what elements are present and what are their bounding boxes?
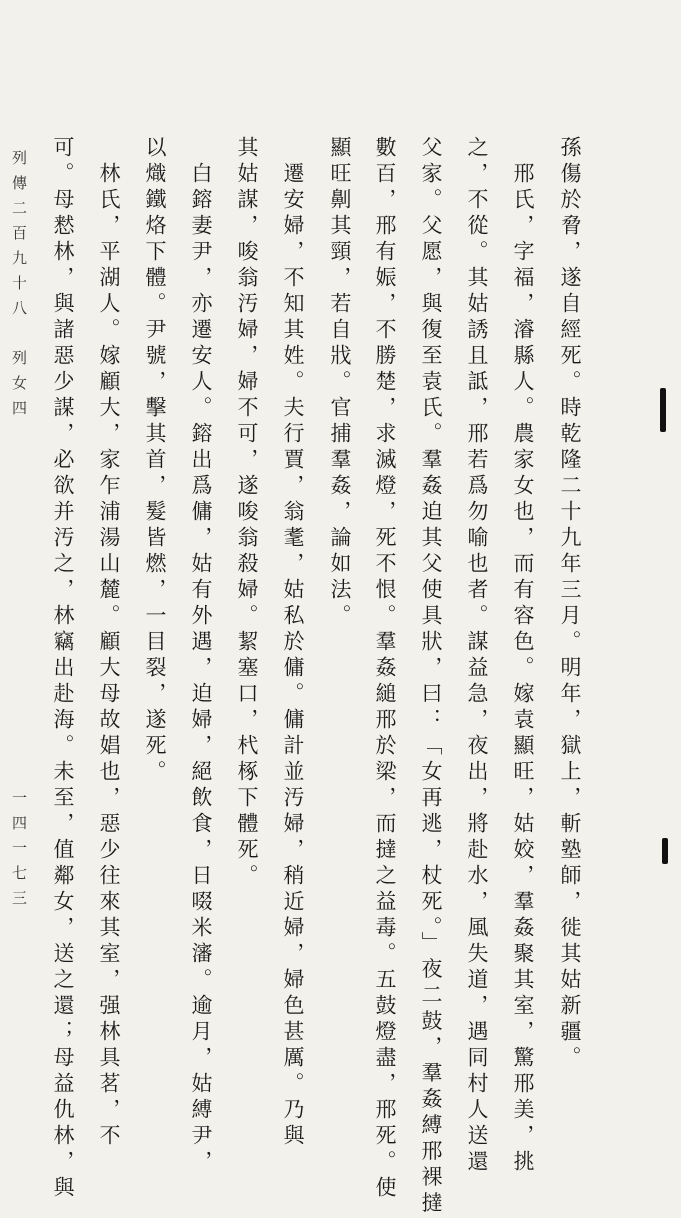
text-column-2: 邢氏，字福，濬縣人。農家女也，而有容色。嫁袁顯旺，姑姣，羣姦聚其室，驚邢美，挑 xyxy=(511,162,535,1176)
text-column-4: 父家。父愿，與復至袁氏。羣姦迫其父使具狀，曰：「女再逃，杖死。」夜二鼓，羣姦縛邢裸撻 xyxy=(419,136,443,1218)
scan-mark-upper xyxy=(660,388,666,432)
text-column-9: 白鎔妻尹，亦遷安人。鎔出爲傭，姑有外遇，迫婦，絕飲食，日啜米瀋。逾月，姑縛尹， xyxy=(189,162,213,1176)
text-column-1: 孫傷於脅，遂自經死。時乾隆二十九年三月。明年，獄上，斬塾師，徙其姑新疆。 xyxy=(558,136,582,1072)
page-number: 一四一七三 xyxy=(10,790,28,915)
text-column-10: 以熾鐵烙下體。尹號，擊其首，髮皆燃，一目裂，遂死。 xyxy=(143,136,167,786)
text-column-7: 遷安婦，不知其姓。夫行賈，翁耄，姑私於傭。傭計並汚婦，稍近婦，婦色甚厲。乃與 xyxy=(281,162,305,1150)
section-label: 列傳二百九十八 列女四 xyxy=(10,150,28,425)
text-column-3: 之，不從。其姑誘且詆，邢若爲勿喻也者。謀益急，夜出，將赴水，風失道，遇同村人送還 xyxy=(465,136,489,1176)
text-column-12: 可。母慭林，與諸惡少謀，必欲并汚之，林竊出赴海。未至，值鄰女，送之還；母益仇林，與 xyxy=(51,136,75,1202)
text-column-8: 其姑謀，唆翁汚婦，婦不可，遂唆翁殺婦。絜塞口，杙椓下體死。 xyxy=(235,136,259,890)
scan-mark-lower xyxy=(662,838,668,864)
text-column-11: 林氏，平湖人。嫁顧大，家乍浦湯山麓。顧大母故娼也，惡少往來其室，强林具茗，不 xyxy=(97,162,121,1150)
text-column-6: 顯旺劓其頸，若自戕。官捕羣姦，論如法。 xyxy=(328,136,352,630)
text-column-5: 數百，邢有娠，不勝楚，求滅燈，死不恨。羣姦縋邢於梁，而撻之益毒。五鼓燈盡，邢死。使 xyxy=(373,136,397,1202)
